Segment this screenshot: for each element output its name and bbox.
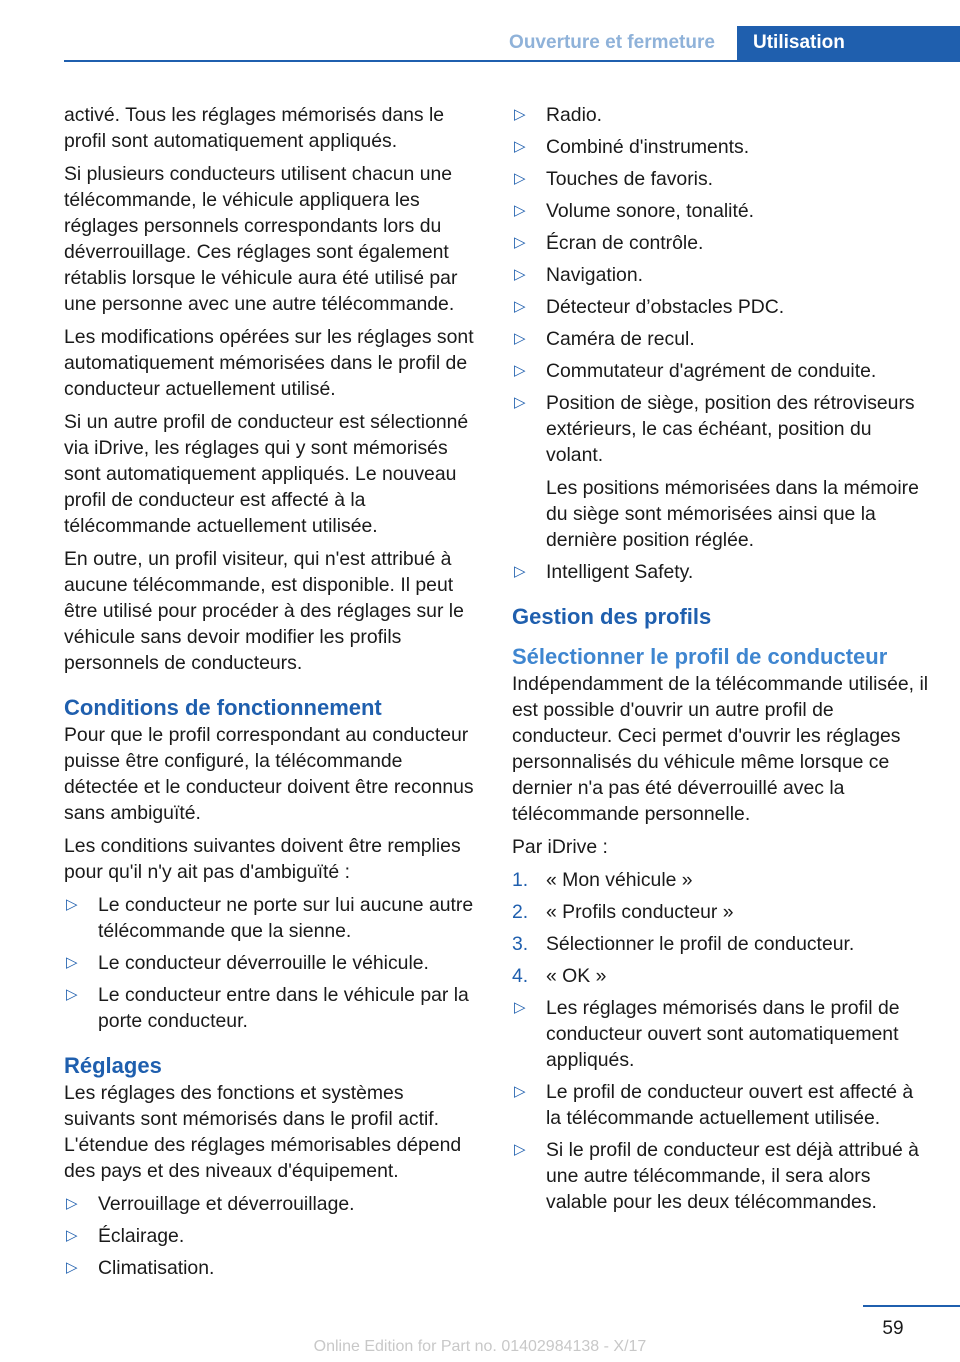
bullet-triangle-icon: ▷ <box>514 298 526 315</box>
list-item: ▷ Touches de favoris. <box>514 168 714 190</box>
list-item: ▷ Le conducteur entre dans le véhicule par la porte conducteur. <box>66 984 469 1032</box>
heading-gestion: Gestion des profils <box>512 604 712 629</box>
bullet-triangle-icon: ▷ <box>514 170 526 187</box>
paragraph: Les réglages des fonctions et systèmes suivants sont mémorisés dans le profil actif. L'étendue des réglages mémorisables dépend des pays et des niveaux d'équipement. <box>64 1082 462 1182</box>
results-list <box>512 995 930 1215</box>
list-item: ▷ Combiné d'instruments. <box>514 136 750 158</box>
list-item: ▷ Le conducteur déverrouille le véhicule. <box>66 952 429 974</box>
footer-rule <box>863 1305 960 1307</box>
bullet-triangle-icon: ▷ <box>514 563 526 580</box>
step-item: 1. « Mon véhicule » <box>512 869 693 891</box>
list-item: ▷ Commutateur d'agrément de conduite. <box>514 360 877 382</box>
step-number: 3. <box>512 933 529 955</box>
bullet-triangle-icon: ▷ <box>514 362 526 379</box>
bullet-triangle-icon: ▷ <box>514 1083 526 1100</box>
header-section-tab[interactable]: Ouverture et fermeture <box>509 32 715 53</box>
bullet-triangle-icon: ▷ <box>66 896 78 913</box>
bullet-triangle-icon: ▷ <box>514 106 526 123</box>
step-item: 3. Sélectionner le profil de conducteur. <box>512 933 855 955</box>
bullet-triangle-icon: ▷ <box>514 266 526 283</box>
step-number: 4. <box>512 965 529 987</box>
paragraph: Les modifications opérées sur les réglages sont automatiquement mémorisées dans le profil de conducteur actuellement utilisé. <box>64 326 474 400</box>
list-item: ▷ Verrouillage et déverrouillage. <box>66 1193 355 1215</box>
bullet-triangle-icon: ▷ <box>514 138 526 155</box>
bullet-triangle-icon: ▷ <box>66 986 78 1003</box>
steps-list <box>512 867 930 989</box>
paragraph: Si un autre profil de conducteur est sélectionné via iDrive, les réglages qui y sont mémorisés sont automatiquement appliqués. Le nouveau profil de conducteur est affecté à la télécommande actuellement utilisée. <box>64 411 469 537</box>
header-rule <box>64 60 960 62</box>
header-chapter-tab[interactable]: Utilisation <box>737 26 960 60</box>
step-number: 2. <box>512 901 529 923</box>
step-number: 1. <box>512 869 529 891</box>
paragraph: Par iDrive : <box>512 836 608 858</box>
seat-note: Les positions mémorisées dans la mémoire du siège sont mémorisées ainsi que la dernière position réglée. <box>546 477 919 551</box>
list-item: ▷ Navigation. <box>514 264 644 286</box>
right-column <box>512 102 930 1221</box>
bullet-triangle-icon: ▷ <box>514 202 526 219</box>
list-item: ▷ Intelligent Safety. <box>514 561 694 583</box>
list-item: ▷ Radio. <box>514 104 603 126</box>
list-item: ▷ Le profil de conducteur ouvert est affecté à la télécommande actuellement utilisée. <box>514 1081 914 1129</box>
bullet-triangle-icon: ▷ <box>514 999 526 1016</box>
list-item: ▷ Si le profil de conducteur est déjà attribué à une autre télécommande, il sera alors valable pour les deux télécommandes. <box>514 1139 919 1213</box>
list-item: ▷ Éclairage. <box>66 1225 185 1247</box>
paragraph: En outre, un profil visiteur, qui n'est attribué à aucune télécommande, est disponible. Il peut être utilisé pour procéder à des réglages sur le véhicule sans devoir modifier les profils personnels de conducteurs. <box>64 548 464 674</box>
page-number: 59 <box>882 1318 904 1339</box>
step-item: 4. « OK » <box>512 965 607 987</box>
list-item: ▷ Climatisation. <box>66 1257 215 1279</box>
paragraph: Si plusieurs conducteurs utilisent chacun une télécommande, le véhicule appliquera les réglages personnels correspondants lors du déverrouillage. Ces réglages sont également rétablis lorsque le véhicule aura été utilisé par une personne avec une autre télécommande. <box>64 163 458 315</box>
paragraph: activé. Tous les réglages mémorisés dans le profil sont automatiquement appliqués. <box>64 104 445 152</box>
step-item: 2. « Profils conducteur » <box>512 901 734 923</box>
list-item: ▷ Les réglages mémorisés dans le profil de conducteur ouvert sont automatiquement appliqués. <box>514 997 900 1071</box>
left-column <box>64 102 479 1287</box>
heading-select-profile: Sélectionner le profil de conducteur <box>512 644 888 669</box>
paragraph: Pour que le profil correspondant au conducteur puisse être configuré, la télécommande détectée et le conducteur doivent être reconnus sans ambiguïté. <box>64 724 474 824</box>
list-item: ▷ Volume sonore, tonalité. <box>514 200 755 222</box>
list-item: ▷ Le conducteur ne porte sur lui aucune autre télécommande que la sienne. <box>66 894 474 942</box>
settings-list-continued <box>512 102 930 585</box>
bullet-triangle-icon: ▷ <box>66 1195 78 1212</box>
bullet-triangle-icon: ▷ <box>66 954 78 971</box>
list-item: ▷ Position de siège, position des rétroviseurs extérieurs, le cas échéant, position du volant. Les positions mémorisées dans la mémoire du siège sont mémorisées ainsi que la dernière position réglée. <box>512 390 930 553</box>
paragraph: Indépendamment de la télécommande utilisée, il est possible d'ouvrir un autre profil de conducteur. Ceci permet d'ouvrir les réglages personnalisés du véhicule même lorsque ce dernier n'a pas été déverrouillé avec la télécommande personnelle. <box>512 673 929 825</box>
paragraph: Les conditions suivantes doivent être remplies pour qu'il n'y ait pas d'ambiguïté : <box>64 835 461 883</box>
bullet-triangle-icon: ▷ <box>514 1141 526 1158</box>
bullet-triangle-icon: ▷ <box>514 234 526 251</box>
bullet-triangle-icon: ▷ <box>514 394 526 411</box>
list-item: ▷ Caméra de recul. <box>514 328 695 350</box>
bullet-triangle-icon: ▷ <box>514 330 526 347</box>
list-item: ▷ Détecteur d’obstacles PDC. <box>514 296 785 318</box>
bullet-triangle-icon: ▷ <box>66 1227 78 1244</box>
conditions-list <box>64 892 479 1034</box>
list-item: ▷ Écran de contrôle. <box>514 232 704 254</box>
footer-edition: Online Edition for Part no. 01402984138 - X/17 <box>313 1338 647 1355</box>
settings-list <box>64 1191 479 1281</box>
bullet-triangle-icon: ▷ <box>66 1259 78 1276</box>
heading-reglages: Réglages <box>64 1053 162 1078</box>
heading-conditions: Conditions de fonctionnement <box>64 695 382 720</box>
